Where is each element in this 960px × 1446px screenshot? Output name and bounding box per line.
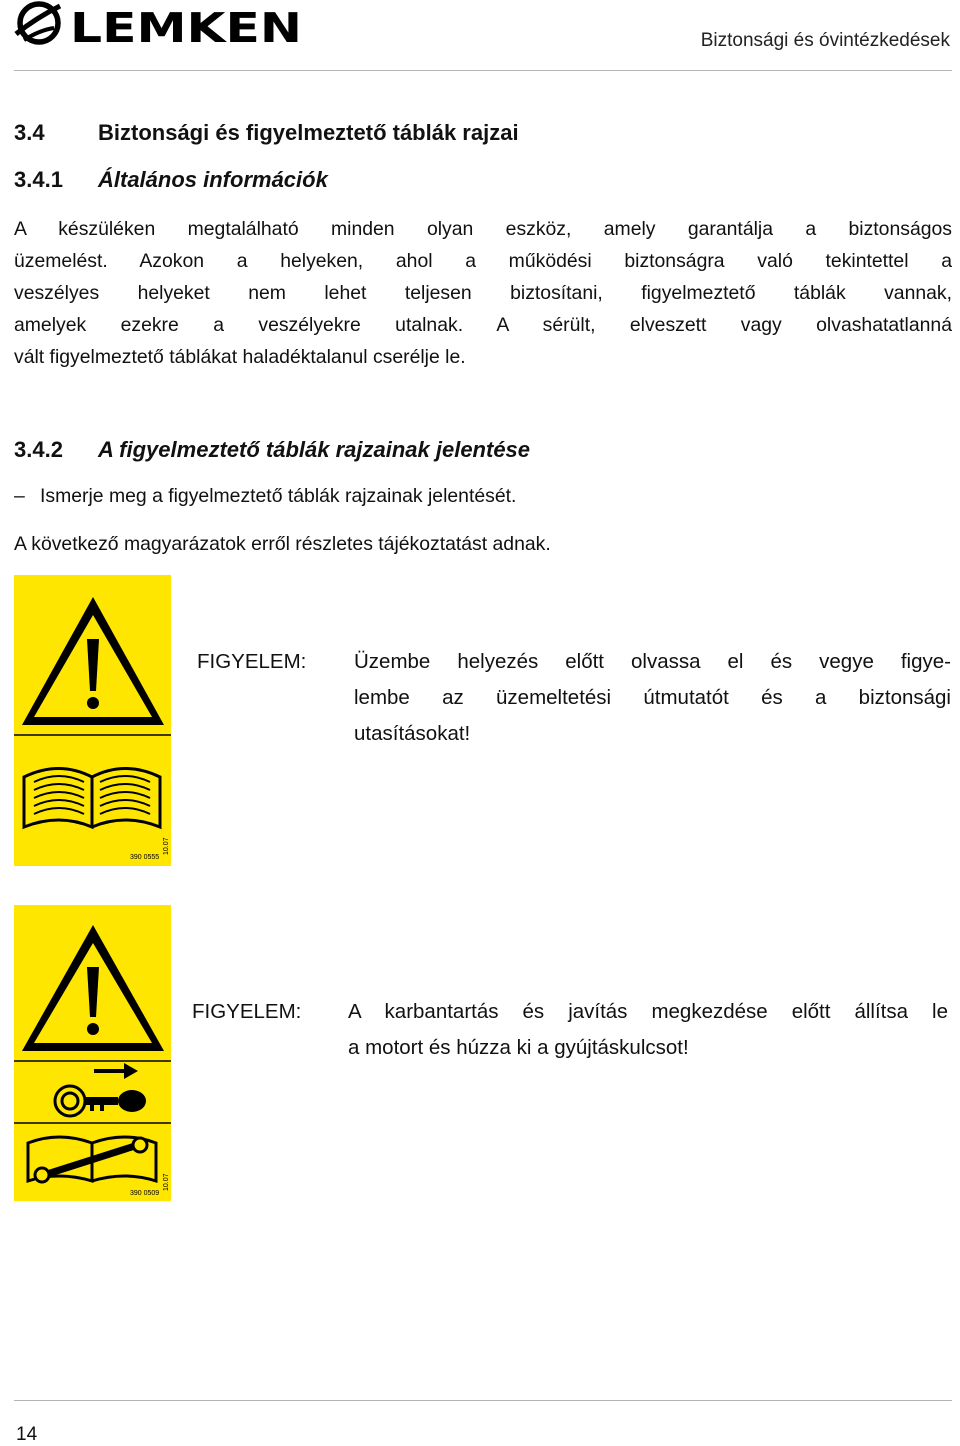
paragraph-line: vált figyelmeztető táblákat haladéktalanul cserélje le. bbox=[14, 346, 466, 368]
heading-3-4-1-title: Általános információk bbox=[98, 167, 328, 192]
sign-2-label: FIGYELEM: bbox=[192, 1000, 302, 1023]
sign-1-code: 390 0555 bbox=[130, 854, 160, 861]
sign-2-date: 10.07 bbox=[163, 1173, 170, 1191]
warning-sign-1-graphic bbox=[14, 575, 171, 866]
paragraph-line: amelyek ezekre a veszélyekre utalnak. A sérült, elveszett vagy olvashatatlanná bbox=[14, 314, 952, 336]
sign-2-code: 390 0509 bbox=[130, 1190, 160, 1197]
sign-1-date: 10.07 bbox=[163, 837, 170, 855]
general-info-paragraph bbox=[14, 213, 952, 373]
heading-3-4-number: 3.4 bbox=[14, 120, 45, 145]
heading-3-4-2-title: A figyelmeztető táblák rajzainak jelentése bbox=[98, 437, 531, 462]
page-number: 14 bbox=[16, 1424, 38, 1445]
sign-1-line: lembe az üzemeltetési útmutatót és a biztonsági bbox=[354, 686, 951, 709]
paragraph-line: A készüléken megtalálható minden olyan eszköz, amely garantálja a biztonságos bbox=[14, 218, 952, 240]
sign-2-text bbox=[348, 994, 948, 1066]
heading-3-4 bbox=[14, 120, 914, 148]
sign-1-text bbox=[354, 644, 951, 752]
header-divider bbox=[14, 70, 952, 71]
warning-sign-2-graphic bbox=[14, 905, 171, 1201]
paragraph-line: üzemelést. Azokon a helyeken, ahol a működési biztonságra való tekintettel a bbox=[14, 250, 952, 272]
heading-3-4-1 bbox=[14, 167, 914, 195]
heading-3-4-title: Biztonsági és figyelmeztető táblák rajzai bbox=[98, 120, 519, 145]
footer-divider bbox=[14, 1400, 952, 1401]
sign-2-line: A karbantartás és javítás megkezdése előtt állítsa le bbox=[348, 1000, 948, 1023]
paragraph-line: veszélyes helyeket nem lehet teljesen biztosítani, figyelmeztető táblák vannak, bbox=[14, 282, 952, 304]
dash-bullet: – bbox=[14, 485, 25, 507]
sign-1-label: FIGYELEM: bbox=[197, 650, 307, 673]
lemken-logo bbox=[14, 0, 304, 50]
sign-1-line: utasításokat! bbox=[354, 722, 471, 745]
sign-1-line: Üzembe helyezés előtt olvassa el és vegye figye- bbox=[354, 650, 951, 673]
heading-3-4-2-number: 3.4.2 bbox=[14, 437, 63, 462]
instruction-text: Ismerje meg a figyelmeztető táblák rajzainak jelentését. bbox=[40, 485, 517, 507]
lemken-logo-mark bbox=[14, 0, 304, 50]
lemken-wordmark: LEMKEN bbox=[70, 4, 302, 50]
followup-text: A következő magyarázatok erről részletes tájékoztatást adnak. bbox=[14, 533, 551, 555]
heading-3-4-2 bbox=[14, 437, 914, 465]
heading-3-4-1-number: 3.4.1 bbox=[14, 167, 63, 192]
warning-sign-1 bbox=[14, 575, 171, 866]
sign-2-line: a motort és húzza ki a gyújtáskulcsot! bbox=[348, 1036, 689, 1059]
header-section-title: Biztonsági és óvintézkedések bbox=[700, 30, 950, 51]
instruction-item bbox=[14, 480, 516, 512]
warning-sign-2 bbox=[14, 905, 171, 1201]
